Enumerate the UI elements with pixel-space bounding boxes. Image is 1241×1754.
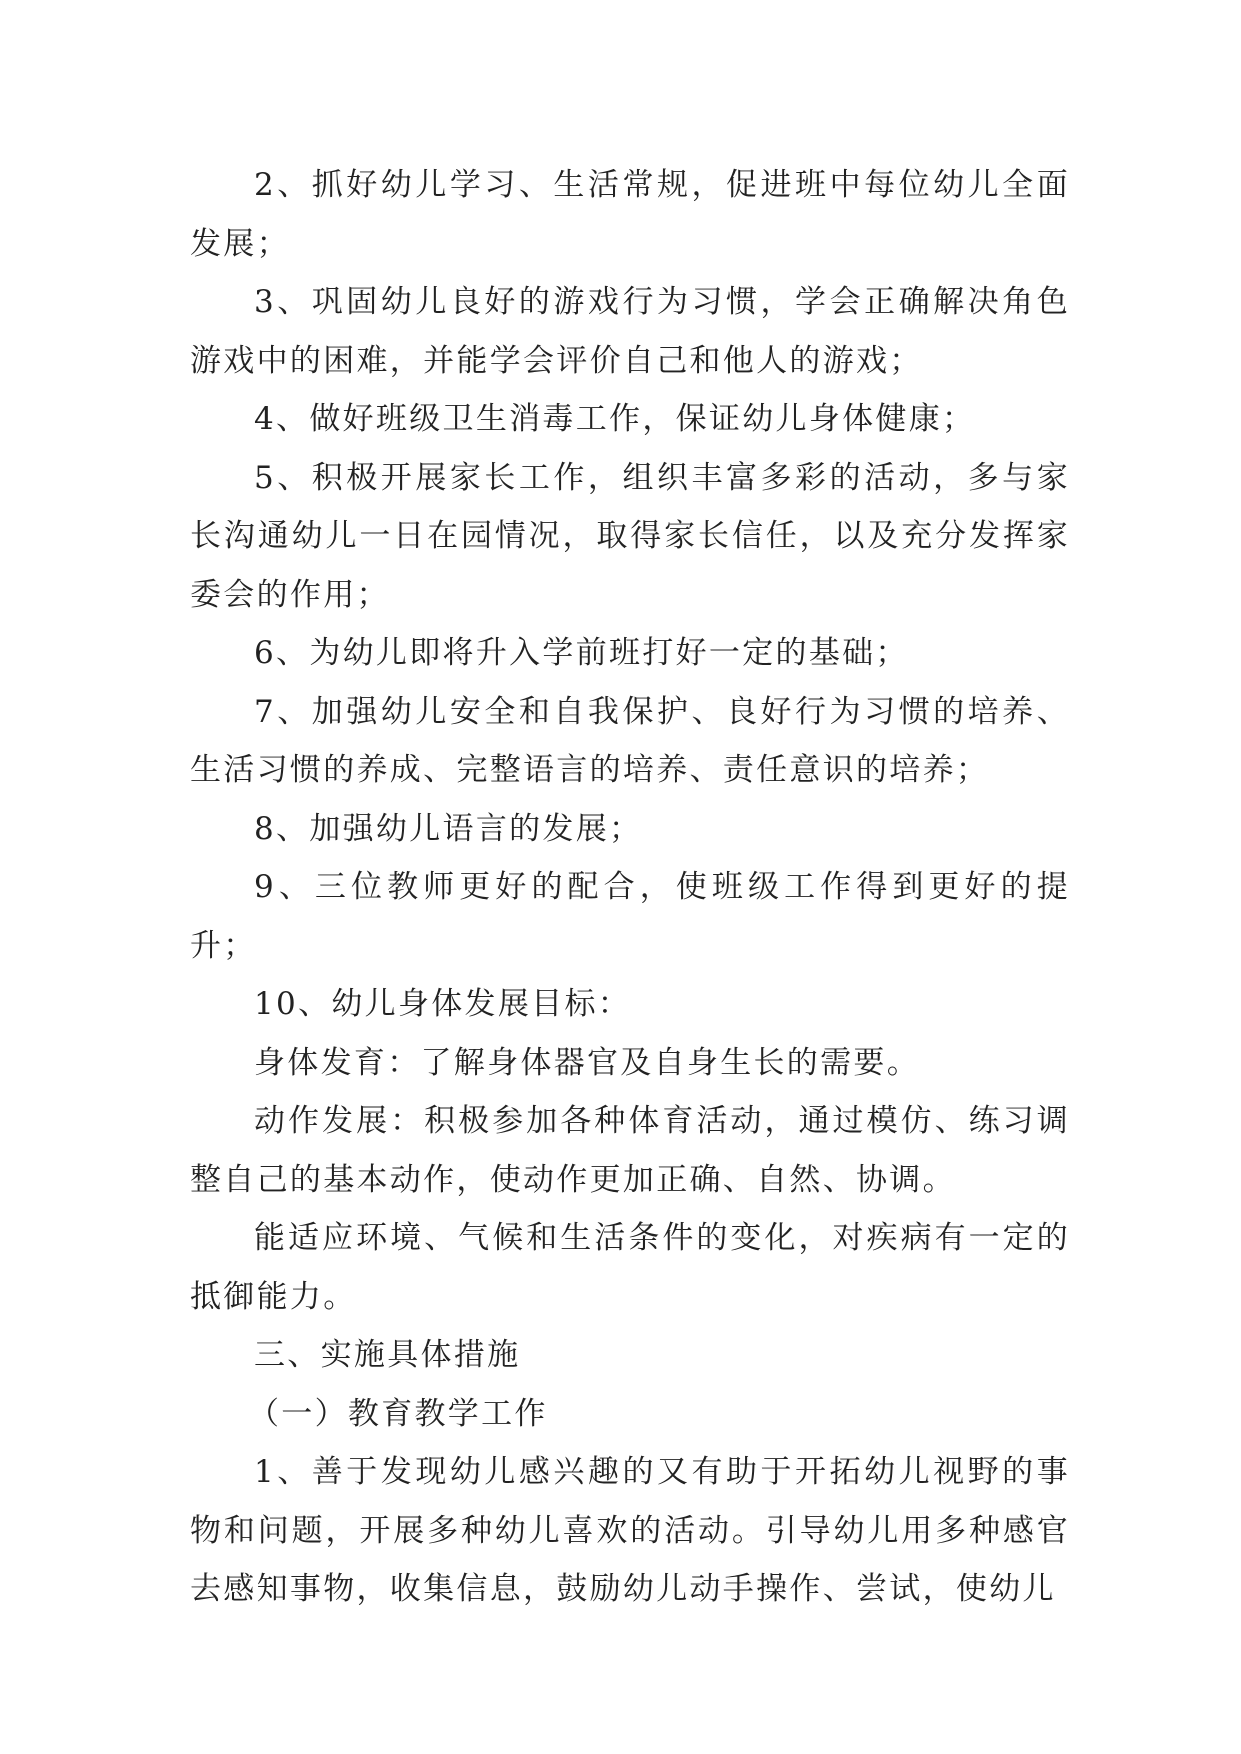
paragraph-item-4: 4、做好班级卫生消毒工作，保证幼儿身体健康；: [254, 401, 976, 437]
paragraph-adaptability: 能适应环境、气候和生活条件的变化，对疾病有一定的抵御能力。: [190, 1220, 1070, 1315]
paragraph-motor-development: 动作发展：积极参加各种体育活动，通过模仿、练习调整自己的基本动作，使动作更加正确、自然、协调。: [190, 1103, 1070, 1198]
paragraph-item-6: 6、为幼儿即将升入学前班打好一定的基础；: [254, 635, 909, 671]
paragraph-item-2: 2、抓好幼儿学习、生活常规，促进班中每位幼儿全面发展；: [190, 167, 1070, 262]
subsection-heading-teaching: （一）教育教学工作: [248, 1395, 548, 1432]
paragraph-item-10: 10、幼儿身体发展目标：: [254, 986, 632, 1022]
paragraph-physical-growth: 身体发育：了解身体器官及自身生长的需要。: [254, 1044, 920, 1081]
paragraph-item-8: 8、加强幼儿语言的发展；: [254, 810, 643, 847]
paragraph-teaching-item-1: 1、善于发现幼儿感兴趣的又有助于开拓幼儿视野的事物和问题，开展多种幼儿喜欢的活动。引导幼儿用多种感官去感知事物，收集信息，鼓励幼儿动手操作、尝试，使幼儿: [190, 1454, 1070, 1607]
paragraph-item-7: 7、加强幼儿安全和自我保护、良好行为习惯的培养、生活习惯的养成、完整语言的培养、责任意识的培养；: [190, 693, 1070, 788]
paragraph-item-9: 9、三位教师更好的配合，使班级工作得到更好的提升；: [190, 869, 1070, 964]
paragraph-item-5: 5、积极开展家长工作，组织丰富多彩的活动，多与家长沟通幼儿一日在园情况，取得家长信任，以及充分发挥家委会的作用；: [190, 459, 1070, 613]
document-body: [190, 156, 1070, 1619]
paragraph-item-3: 3、巩固幼儿良好的游戏行为习惯，学会正确解决角色游戏中的困难，并能学会评价自己和他人的游戏；: [190, 284, 1070, 379]
section-heading-measures: 三、实施具体措施: [254, 1337, 521, 1373]
